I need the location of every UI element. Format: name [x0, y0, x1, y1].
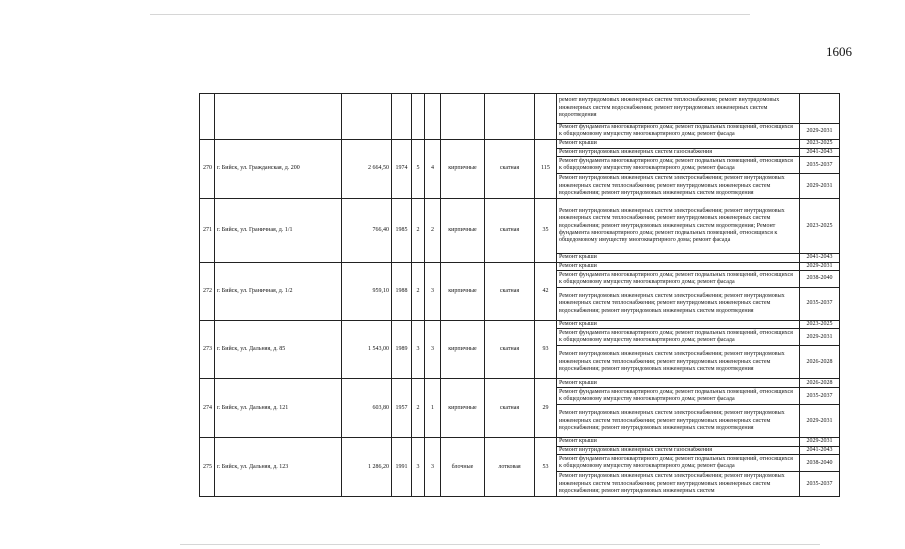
repair-period-cell	[800, 94, 840, 124]
capital-repair-table	[199, 93, 840, 497]
walls-material-cell-text: блочные	[451, 463, 474, 470]
repair-work-cell: Ремонт внутридомовых инженерных систем электроснабжения; ремонт внутридомовых инженерных систем теплоснабжения; ремонт внутридомовых инженерных систем водоснабжения; ремонт внутридомовых инженерных систем	[557, 472, 800, 497]
floors-cell	[412, 379, 425, 438]
walls-material-cell-text: кирпичные	[448, 287, 477, 294]
address-cell-text: г. Бийск, ул. Граничная, д. 1/2	[217, 287, 293, 294]
walls-material-cell	[441, 139, 485, 198]
floors-cell-text: 2	[416, 287, 420, 294]
floors-cell-text: 5	[416, 165, 420, 172]
area-cell	[342, 139, 392, 198]
roof-type-cell	[485, 139, 535, 198]
entrances-cell-text: 3	[431, 463, 434, 470]
row-number-text: 274	[203, 404, 212, 411]
apartments-cell-text: 35	[542, 226, 549, 233]
apartments-cell	[535, 199, 557, 262]
table-row	[200, 139, 840, 148]
address-cell	[215, 94, 342, 140]
walls-material-cell-text: кирпичные	[448, 404, 477, 411]
row-number	[200, 199, 215, 262]
walls-material-cell	[441, 438, 485, 497]
repair-work-cell: Ремонт фундамента многоквартирного дома; ремонт подвальных помещений, относящихся к общедомовому имуществу многоквартирного дома; ремонт фасада	[557, 271, 800, 288]
roof-type-cell-text: лотковая	[498, 463, 521, 470]
repair-period-cell: 2029-2031	[800, 329, 840, 346]
floors-cell-text: 2	[416, 226, 420, 233]
area-cell-text: 2 664,50	[368, 165, 389, 172]
entrances-cell	[425, 199, 441, 262]
repair-period-cell: 2023-2025	[800, 139, 840, 148]
entrances-cell	[425, 139, 441, 198]
year-cell	[392, 199, 412, 262]
row-number	[200, 94, 215, 140]
floors-cell	[412, 262, 425, 320]
floors-cell	[412, 139, 425, 198]
repair-work-cell: Ремонт внутридомовых инженерных систем электроснабжения; ремонт внутридомовых инженерных систем теплоснабжения; ремонт внутридомовых инженерных систем водоснабжения; ремонт внутридомовых инженерных систем водоотведения	[557, 405, 800, 438]
area-cell	[342, 321, 392, 379]
area-cell-text: 959,10	[372, 287, 389, 294]
floors-cell-text: 3	[416, 463, 420, 470]
entrances-cell	[425, 94, 441, 140]
walls-material-cell	[441, 262, 485, 320]
roof-type-cell	[485, 379, 535, 438]
row-number-text: 275	[203, 463, 212, 470]
apartments-cell	[535, 262, 557, 320]
table-row	[200, 199, 840, 254]
year-cell-text: 1988	[395, 287, 408, 294]
area-cell-text: 603,80	[372, 404, 389, 411]
area-cell	[342, 379, 392, 438]
apartments-cell	[535, 139, 557, 198]
year-cell	[392, 438, 412, 497]
walls-material-cell	[441, 321, 485, 379]
repair-period-cell: 2026-2028	[800, 346, 840, 379]
row-number-text: 273	[203, 346, 212, 353]
repair-work-cell: Ремонт крыши	[557, 139, 800, 148]
page-number: 1606	[826, 44, 852, 59]
apartments-cell	[535, 94, 557, 140]
year-cell-text: 1985	[395, 226, 408, 233]
address-cell	[215, 139, 342, 198]
walls-material-cell	[441, 94, 485, 140]
roof-type-cell	[485, 321, 535, 379]
entrances-cell-text: 4	[431, 165, 434, 172]
row-number	[200, 321, 215, 379]
year-cell-text: 1957	[395, 404, 408, 411]
repair-period-cell: 2026-2028	[800, 379, 840, 388]
entrances-cell	[425, 321, 441, 379]
year-cell-text: 1974	[395, 165, 408, 172]
row-number	[200, 139, 215, 198]
repair-work-cell: Ремонт крыши	[557, 379, 800, 388]
apartments-cell-text: 29	[542, 404, 549, 411]
address-cell-text: г. Бийск, ул. Гражданская, д. 200	[217, 165, 300, 172]
apartments-cell-text: 53	[542, 463, 549, 470]
floors-cell	[412, 199, 425, 262]
repair-work-cell: Ремонт внутридомовых инженерных систем электроснабжения; ремонт внутридомовых инженерных систем теплоснабжения; ремонт внутридомовых инженерных систем водоснабжения; ремонт внутридомовых инженерных систем водоотведения; Ремонт фундамента многоквартирного дома; ремонт подвальных помещений, относящихся к общедомовому имуществу многоквартирного дома; ремонт фасада	[557, 199, 800, 254]
repair-work-cell: Ремонт внутридомовых инженерных систем газоснабжения	[557, 148, 800, 156]
repair-work-cell: Ремонт крыши	[557, 438, 800, 446]
floors-cell	[412, 438, 425, 497]
table-body	[200, 94, 840, 497]
apartments-cell-text: 93	[542, 346, 549, 353]
year-cell-text: 1991	[395, 463, 408, 470]
repair-period-cell: 2038-2040	[800, 455, 840, 472]
year-cell	[392, 321, 412, 379]
walls-material-cell	[441, 199, 485, 262]
repair-work-cell: Ремонт внутридомовых инженерных систем газоснабжения	[557, 446, 800, 454]
apartments-cell-text: 115	[541, 165, 550, 172]
address-cell-text: г. Бийск, ул. Дальняя, д. 85	[217, 346, 286, 353]
row-number-text: 272	[203, 287, 212, 294]
roof-type-cell	[485, 438, 535, 497]
repair-work-cell: Ремонт крыши	[557, 262, 800, 270]
apartments-cell	[535, 438, 557, 497]
repair-period-cell: 2035-2037	[800, 288, 840, 321]
repair-work-cell: Ремонт крыши	[557, 321, 800, 329]
entrances-cell	[425, 262, 441, 320]
address-cell	[215, 262, 342, 320]
row-number	[200, 379, 215, 438]
apartments-cell-text: 42	[542, 287, 549, 294]
repair-work-cell: Ремонт фундамента многоквартирного дома; ремонт подвальных помещений, относящихся к общедомовому имуществу многоквартирного дома; ремонт фасада	[557, 455, 800, 472]
repair-period-cell: 2041-2043	[800, 446, 840, 454]
area-cell-text: 1 286,20	[368, 463, 389, 470]
repair-period-cell: 2029-2031	[800, 405, 840, 438]
roof-type-cell-text: скатная	[499, 287, 520, 294]
table-row	[200, 379, 840, 388]
repair-period-cell: 2029-2031	[800, 438, 840, 446]
repair-period-cell: 2038-2040	[800, 271, 840, 288]
apartments-cell	[535, 321, 557, 379]
address-cell	[215, 321, 342, 379]
table-row	[200, 262, 840, 270]
entrances-cell-text: 1	[431, 404, 434, 411]
entrances-cell-text: 3	[431, 346, 434, 353]
entrances-cell	[425, 379, 441, 438]
repair-period-cell: 2029-2031	[800, 174, 840, 199]
year-cell	[392, 139, 412, 198]
repair-period-cell: 2035-2037	[800, 472, 840, 497]
year-cell	[392, 379, 412, 438]
repair-period-cell: 2023-2025	[800, 321, 840, 329]
year-cell-text: 1989	[395, 346, 408, 353]
table-row	[200, 94, 840, 124]
address-cell	[215, 379, 342, 438]
address-cell-text: г. Бийск, ул. Граничная, д. 1/1	[217, 226, 293, 233]
walls-material-cell	[441, 379, 485, 438]
repair-work-cell: ремонт внутридомовых инженерных систем теплоснабжения; ремонт внутридомовых инженерных систем водоснабжения; ремонт внутридомовых инженерных систем водоотведения	[557, 94, 800, 124]
repair-period-cell: 2041-2043	[800, 254, 840, 262]
repair-period-cell: 2029-2031	[800, 124, 840, 140]
roof-type-cell	[485, 262, 535, 320]
area-cell-text: 766,40	[372, 226, 389, 233]
area-cell	[342, 94, 392, 140]
area-cell	[342, 199, 392, 262]
repair-work-cell: Ремонт фундамента многоквартирного дома; ремонт подвальных помещений, относящихся к общедомовому имуществу многоквартирного дома; ремонт фасада	[557, 124, 800, 140]
entrances-cell	[425, 438, 441, 497]
walls-material-cell-text: кирпичные	[448, 346, 477, 353]
row-number	[200, 438, 215, 497]
table-row	[200, 321, 840, 329]
roof-type-cell	[485, 94, 535, 140]
area-cell	[342, 262, 392, 320]
year-cell	[392, 262, 412, 320]
address-cell-text: г. Бийск, ул. Дальняя, д. 123	[217, 463, 289, 470]
table-row	[200, 438, 840, 446]
floors-cell-text: 3	[416, 346, 420, 353]
scan-edge-top	[150, 14, 750, 15]
roof-type-cell-text: скатная	[499, 226, 520, 233]
apartments-cell	[535, 379, 557, 438]
row-number-text: 270	[203, 165, 212, 172]
roof-type-cell	[485, 199, 535, 262]
roof-type-cell-text: скатная	[499, 165, 520, 172]
address-cell	[215, 438, 342, 497]
entrances-cell-text: 2	[431, 226, 434, 233]
repair-work-cell: Ремонт фундамента многоквартирного дома; ремонт подвальных помещений, относящихся к общедомовому имуществу многоквартирного дома; ремонт фасада	[557, 388, 800, 405]
repair-work-cell: Ремонт внутридомовых инженерных систем электроснабжения; ремонт внутридомовых инженерных систем теплоснабжения; ремонт внутридомовых инженерных систем водоснабжения; ремонт внутридомовых инженерных систем водоотведения	[557, 174, 800, 199]
repair-work-cell: Ремонт внутридомовых инженерных систем электроснабжения; ремонт внутридомовых инженерных систем теплоснабжения; ремонт внутридомовых инженерных систем водоснабжения; ремонт внутридомовых инженерных систем водоотведения	[557, 346, 800, 379]
repair-period-cell: 2035-2037	[800, 388, 840, 405]
row-number-text: 271	[203, 226, 212, 233]
repair-work-cell: Ремонт внутридомовых инженерных систем электроснабжения; ремонт внутридомовых инженерных систем теплоснабжения; ремонт внутридомовых инженерных систем водоснабжения; ремонт внутридомовых инженерных систем водоотведения	[557, 288, 800, 321]
roof-type-cell-text: скатная	[499, 346, 520, 353]
address-cell-text: г. Бийск, ул. Дальняя, д. 121	[217, 404, 289, 411]
repair-work-cell: Ремонт фундамента многоквартирного дома; ремонт подвальных помещений, относящихся к общедомовому имуществу многоквартирного дома; ремонт фасада	[557, 157, 800, 174]
address-cell	[215, 199, 342, 262]
scan-edge-bottom	[180, 544, 820, 545]
year-cell	[392, 94, 412, 140]
repair-period-cell: 2035-2037	[800, 157, 840, 174]
repair-period-cell: 2029-2031	[800, 262, 840, 270]
entrances-cell-text: 3	[431, 287, 434, 294]
floors-cell	[412, 94, 425, 140]
walls-material-cell-text: кирпичные	[448, 165, 477, 172]
row-number	[200, 262, 215, 320]
area-cell	[342, 438, 392, 497]
repair-period-cell: 2023-2025	[800, 199, 840, 254]
floors-cell	[412, 321, 425, 379]
repair-work-cell: Ремонт фундамента многоквартирного дома; ремонт подвальных помещений, относящихся к общедомовому имуществу многоквартирного дома; ремонт фасада	[557, 329, 800, 346]
repair-period-cell: 2041-2043	[800, 148, 840, 156]
roof-type-cell-text: скатная	[499, 404, 520, 411]
repair-work-cell: Ремонт крыши	[557, 254, 800, 262]
area-cell-text: 1 543,00	[368, 346, 389, 353]
floors-cell-text: 2	[416, 404, 420, 411]
walls-material-cell-text: кирпичные	[448, 226, 477, 233]
